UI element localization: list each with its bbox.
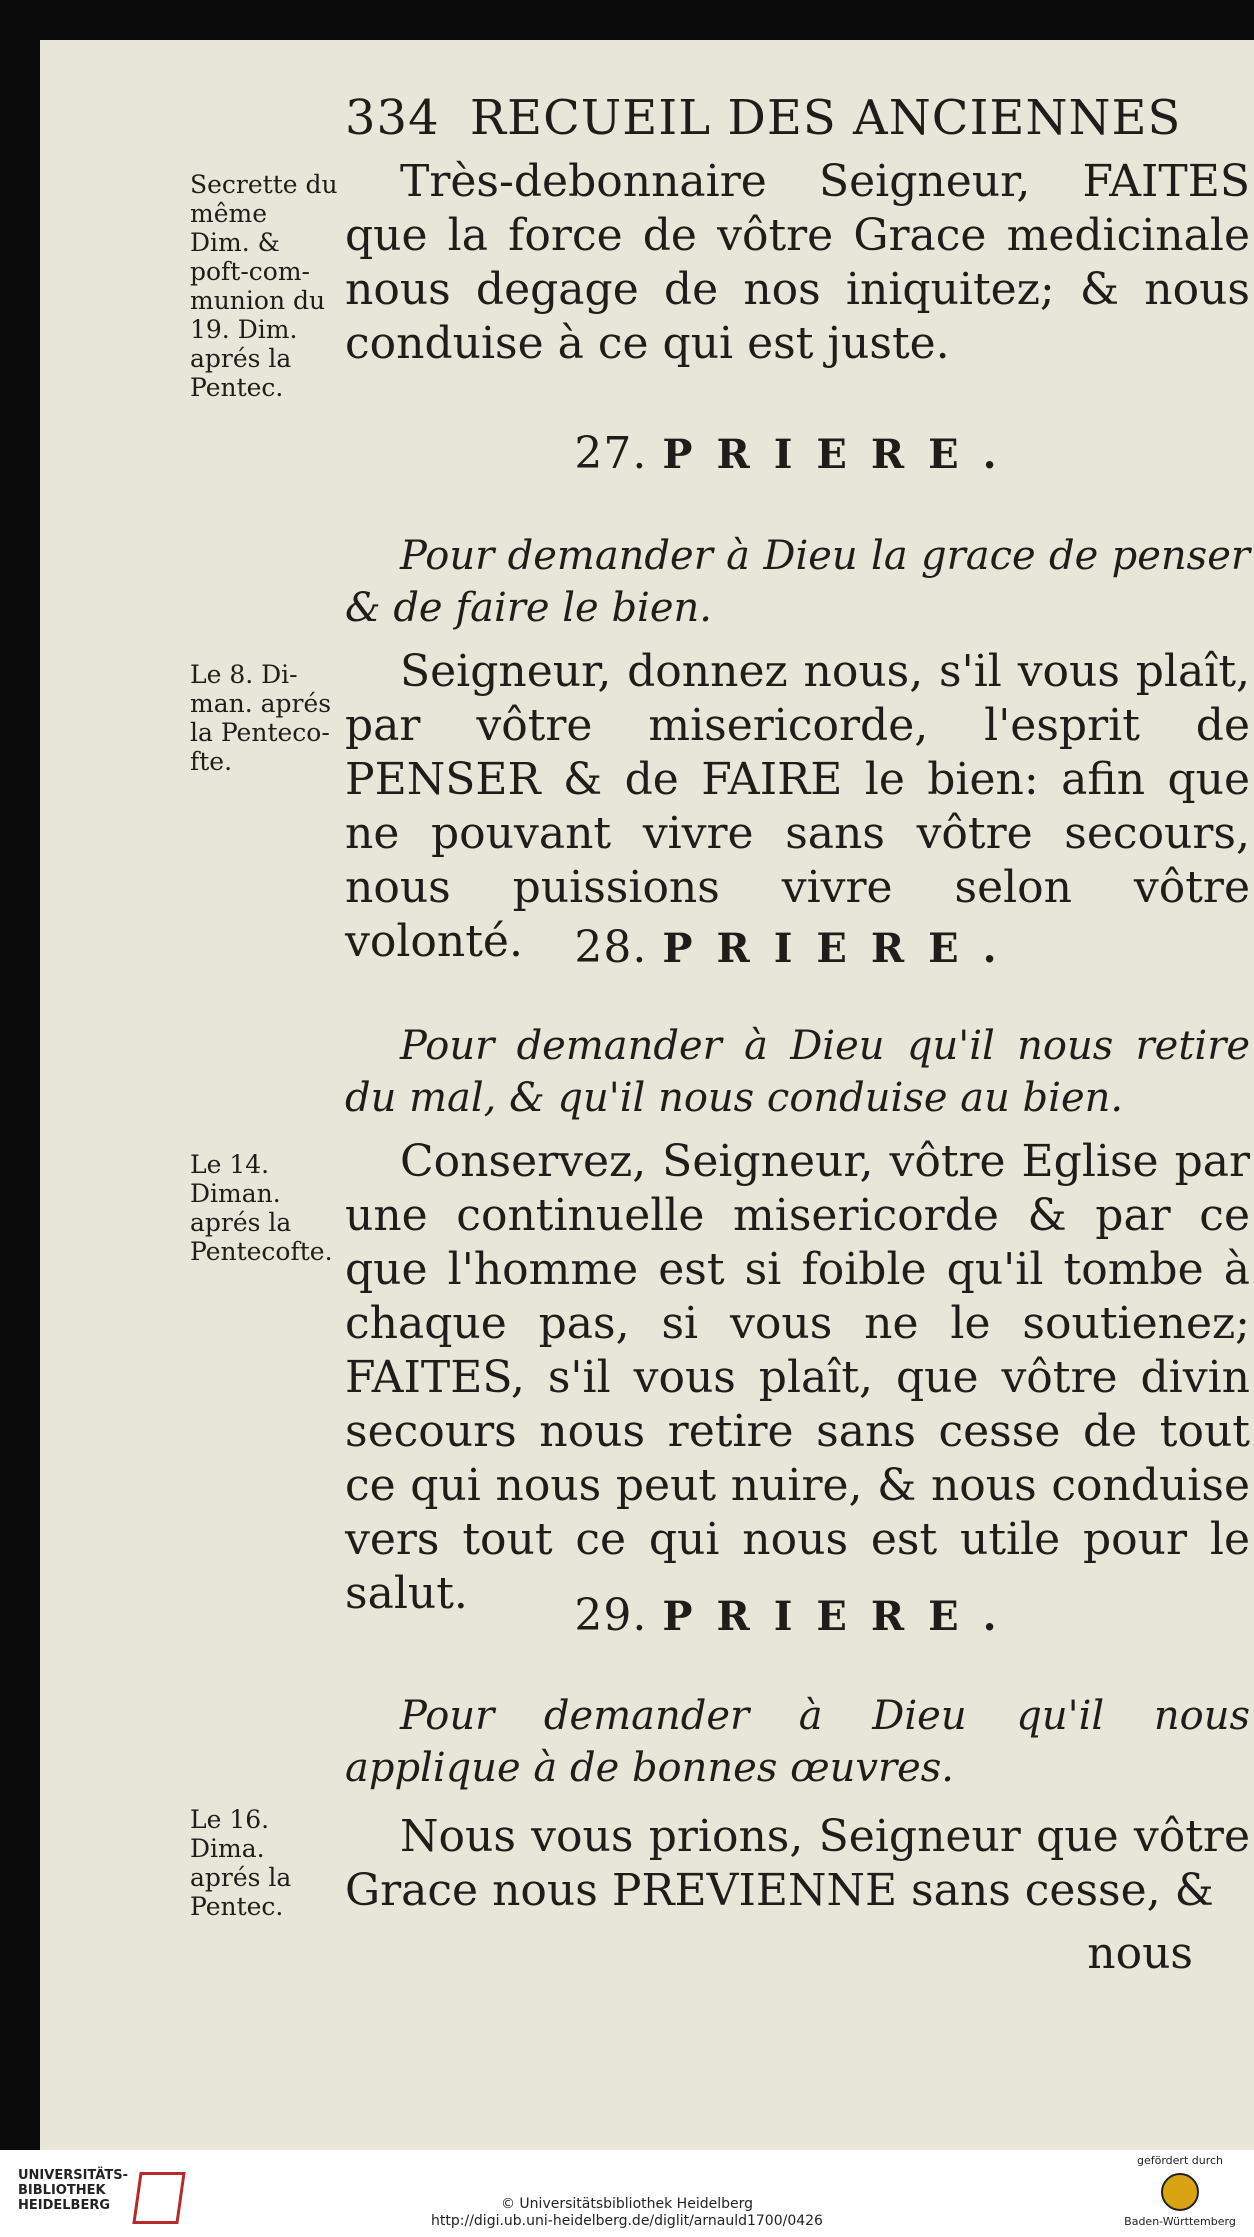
running-header: [345, 90, 1245, 146]
copyright-text: © Universitätsbibliothek Heidelberg: [500, 2196, 753, 2212]
paragraph-29: Nous vous prions, Seigneur que vôtre Grace nous PREVIENNE sans cesse, &: [345, 1811, 1250, 1916]
section-subtitle-27: Pour demander à Dieu la grace de penser & de faire le bien.: [345, 533, 1250, 631]
copyright-block: [0, 2196, 1254, 2230]
catchword: nous: [1087, 1928, 1193, 1979]
paragraph-27: Seigneur, donnez nous, s'il vous plaît, par vôtre misericorde, l'esprit de PENSER & de FAIRE le bien: afin que ne pouvant vivre sans vôtre secours, nous puissions vivre selon vôtre volonté.: [345, 646, 1250, 967]
running-title: RECUEIL DES ANCIENNES: [469, 90, 1182, 146]
section-title-29: 29. PRIERE.: [574, 1590, 1021, 1641]
sponsor-label: gefördert durch: [1136, 2154, 1224, 2167]
source-url[interactable]: http://digi.ub.uni-heidelberg.de/diglit/arnauld1700/0426: [431, 2213, 823, 2229]
book-page: [40, 40, 1254, 2150]
margin-note-p1: Secrette du même Dim. & poft-com- munion du 19. Dim. aprés la Pentec.: [190, 170, 338, 402]
margin-note-29: Le 16. Dima. aprés la Pentec.: [190, 1805, 292, 1921]
margin-note-28: Le 14. Diman. aprés la Pentecofte.: [190, 1150, 333, 1266]
section-title-28: 28. PRIERE.: [574, 922, 1021, 973]
page-number: 334: [345, 90, 440, 146]
sponsor-block[interactable]: [1120, 2154, 1240, 2228]
section-subtitle-29: Pour demander à Dieu qu'il nous applique à de bonnes œuvres.: [345, 1693, 1250, 1791]
paragraph-p1: Très-debonnaire Seigneur, FAITES que la force de vôtre Grace medicinale nous degage de nos iniquitez; & nous conduise à ce qui est juste.: [345, 156, 1250, 369]
footer-bar: [0, 2150, 1254, 2237]
margin-note-27: Le 8. Di- man. aprés la Penteco- fte.: [190, 660, 332, 776]
state-crest-icon: [1161, 2173, 1199, 2211]
library-logo[interactable]: UNIVERSITÄTS- BIBLIOTHEK HEIDELBERG: [18, 2168, 128, 2213]
section-subtitle-28: Pour demander à Dieu qu'il nous retire du mal, & qu'il nous conduise au bien.: [345, 1023, 1250, 1121]
section-title-27: 27. PRIERE.: [574, 428, 1021, 479]
paragraph-28: Conservez, Seigneur, vôtre Eglise par une continuelle misericorde & par ce que l'homme est si foible qu'il tombe à chaque pas, si vous ne le soutienez; FAITES, s'il vous plaît, que vôtre divin secours nous retire sans cesse de tout ce qui nous peut nuire, & nous conduise vers tout ce qui nous est utile pour le salut.: [345, 1136, 1250, 1619]
sponsor-name: Baden-Württemberg: [1124, 2215, 1236, 2228]
